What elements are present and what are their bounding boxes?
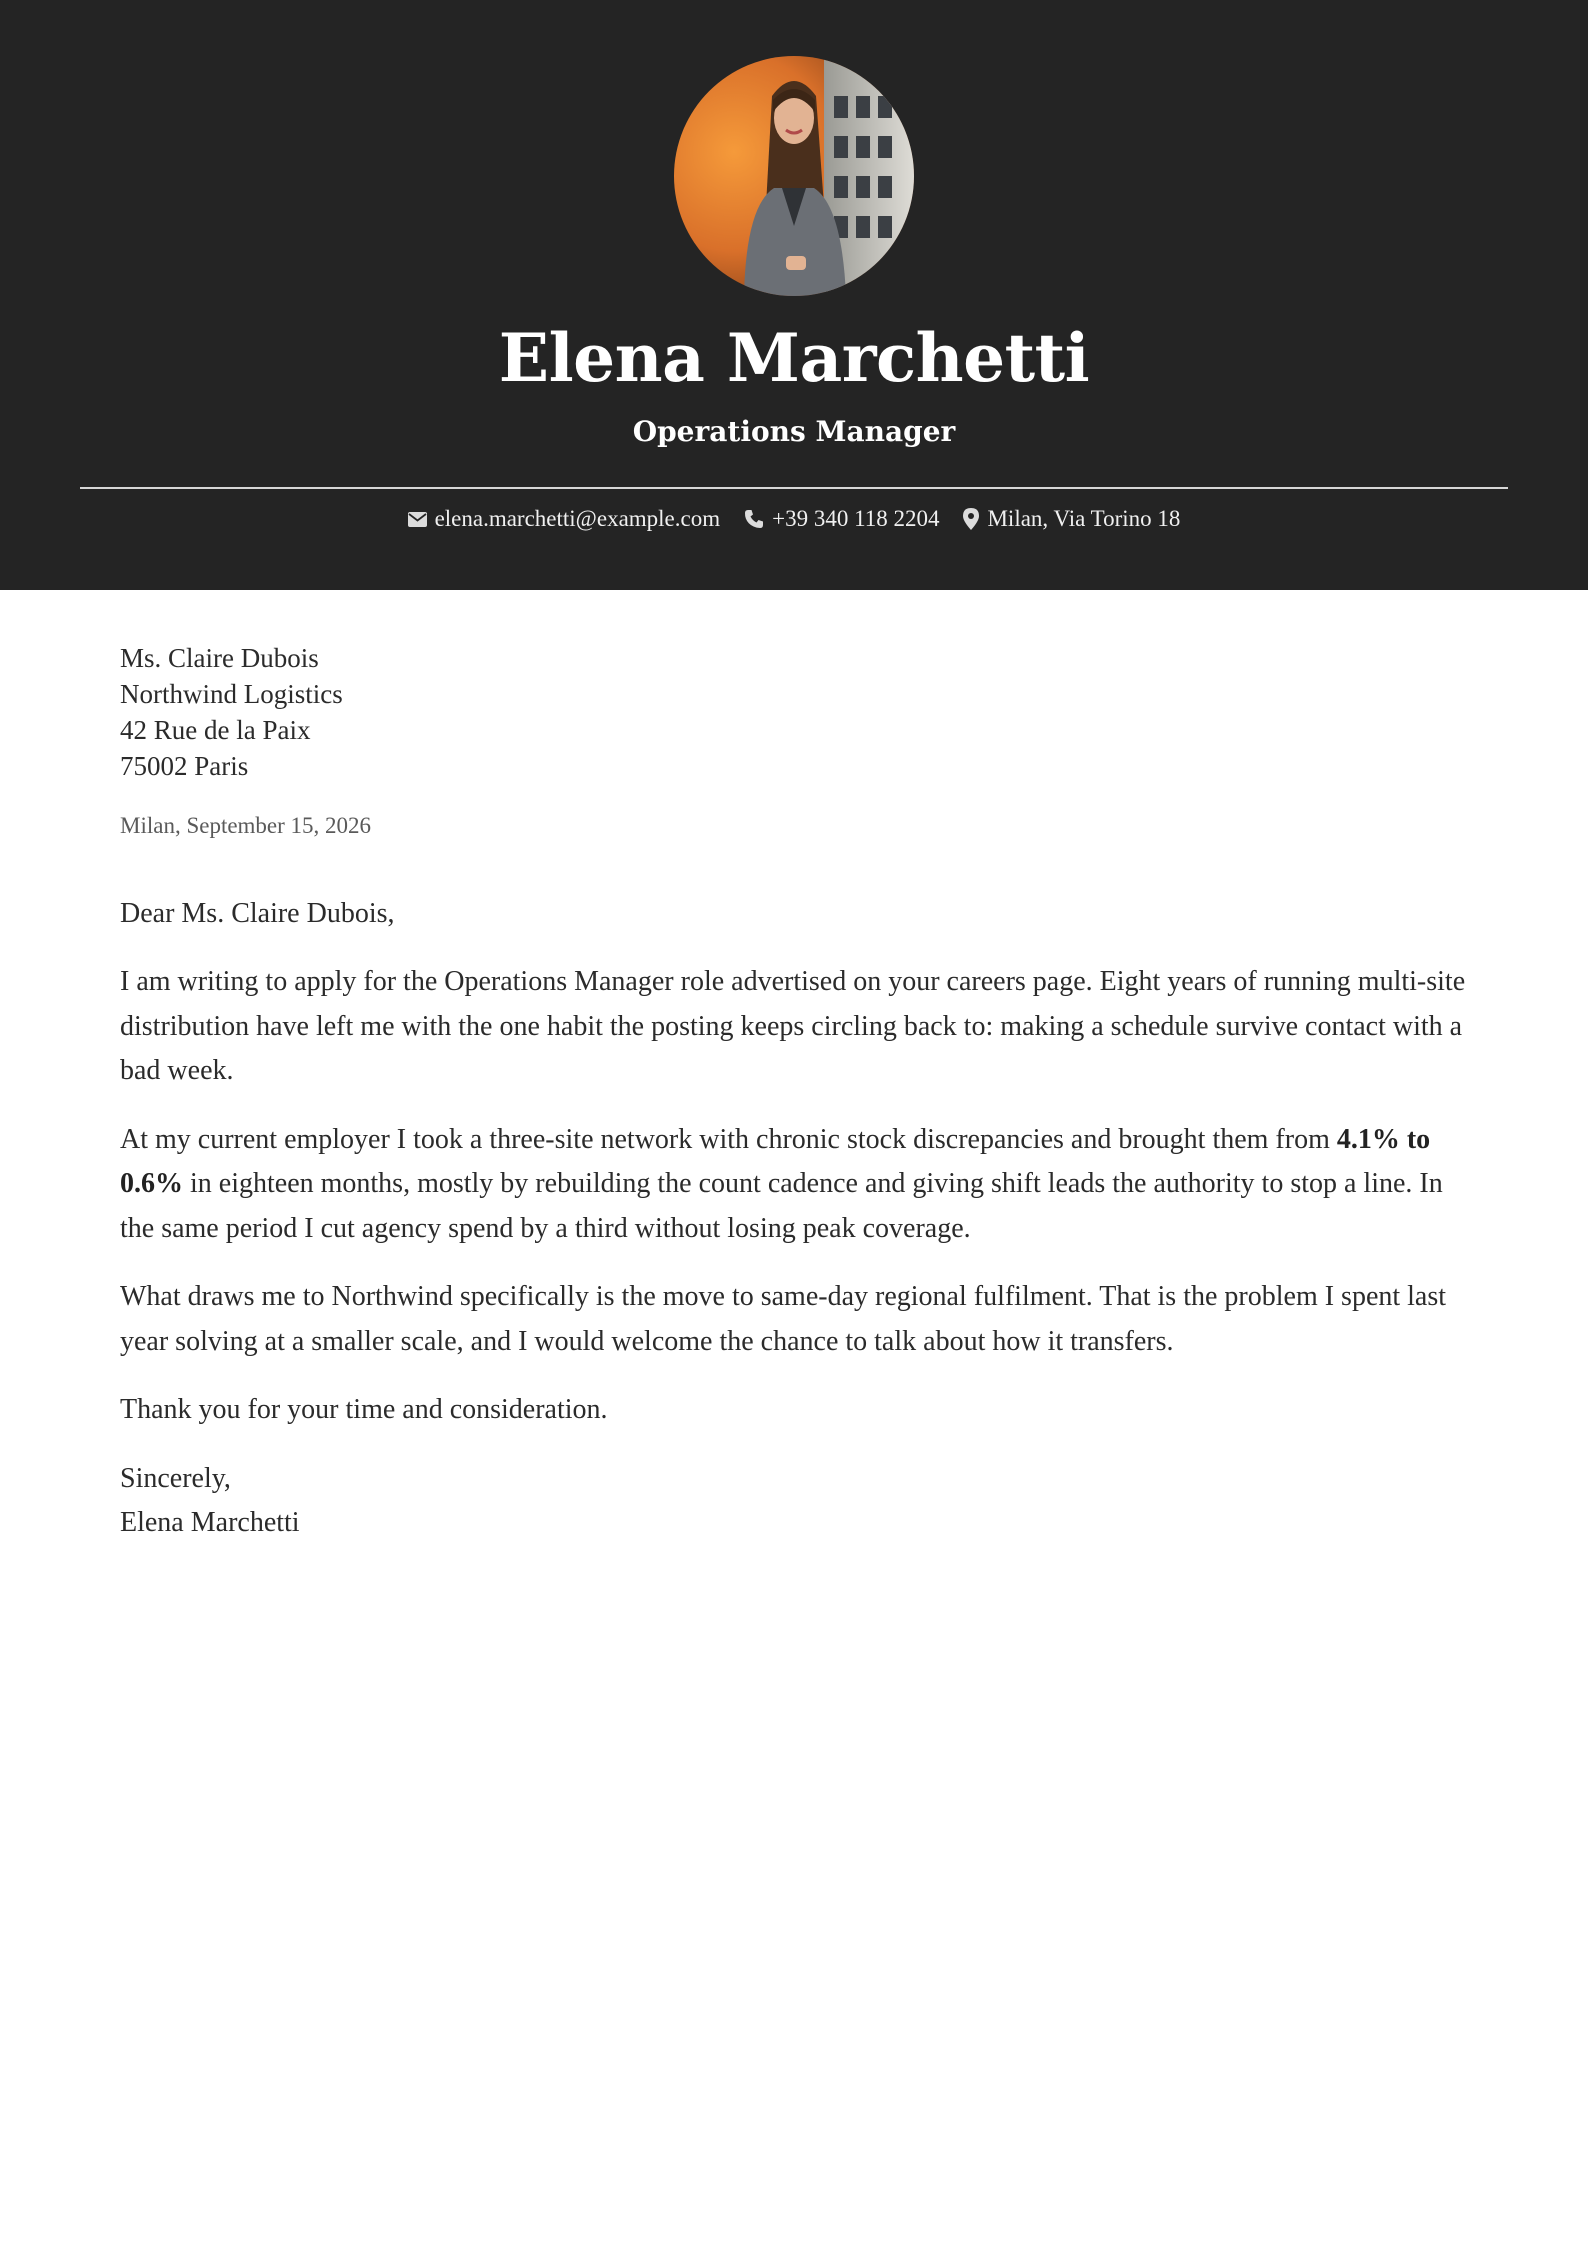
signature: Elena Marchetti bbox=[120, 1507, 300, 1538]
achievement-highlight: 4.1% to 0.6% bbox=[120, 1123, 1431, 1199]
email-text: elena.marchetti@example.com bbox=[434, 506, 721, 531]
paragraph-motivation: What draws me to Northwind specifically is the move to same-day regional fulfilment. That is the problem I spent last year solving at a smaller scale, and I would welcome the chance to talk about how it transfers. bbox=[120, 1281, 1447, 1357]
recipient-name: Ms. Claire Dubois bbox=[120, 643, 319, 673]
location-text: Milan, Via Torino 18 bbox=[987, 506, 1181, 531]
paragraph-thanks: Thank you for your time and consideration. bbox=[120, 1394, 608, 1425]
letter-body bbox=[120, 640, 1472, 1546]
applicant-name: Elena Marchetti bbox=[498, 319, 1090, 397]
contact-email[interactable] bbox=[408, 506, 721, 532]
paragraph-intro: I am writing to apply for the Operations Manager role advertised on your careers page. Eight years of running multi-site distribution have left me with the one habit the posting keeps circling back to: making a schedule survive contact with a bad week. bbox=[120, 966, 1466, 1086]
letter-date: Milan, September 15, 2026 bbox=[120, 813, 372, 838]
envelope-icon bbox=[408, 512, 427, 527]
avatar bbox=[674, 56, 914, 296]
closing-block bbox=[120, 1457, 1472, 1546]
recipient-address bbox=[120, 640, 1472, 784]
phone-text: +39 340 118 2204 bbox=[772, 506, 940, 531]
recipient-city: 75002 Paris bbox=[120, 751, 249, 781]
recipient-street: 42 Rue de la Paix bbox=[120, 715, 311, 745]
contact-phone[interactable] bbox=[744, 506, 939, 532]
contact-location[interactable] bbox=[963, 506, 1180, 532]
letter-header bbox=[0, 0, 1588, 590]
achievement-text-after: in eighteen months, mostly by rebuilding the count cadence and giving shift leads the authority to stop a line. In the same period I cut agency spend by a third without losing peak coverage. bbox=[120, 1168, 1443, 1244]
phone-icon bbox=[744, 509, 764, 529]
recipient-company: Northwind Logistics bbox=[120, 679, 343, 709]
header-divider bbox=[80, 487, 1508, 489]
closing: Sincerely, bbox=[120, 1462, 231, 1494]
job-title: Operations Manager bbox=[632, 415, 956, 448]
paragraph-achievements bbox=[120, 1118, 1472, 1252]
contact-bar bbox=[0, 501, 1588, 537]
salutation: Dear Ms. Claire Dubois, bbox=[120, 898, 395, 929]
achievement-text-before: At my current employer I took a three-site network with chronic stock discrepancies and brought them from bbox=[120, 1123, 1337, 1155]
map-pin-icon bbox=[963, 508, 979, 530]
profile-photo bbox=[674, 56, 914, 296]
